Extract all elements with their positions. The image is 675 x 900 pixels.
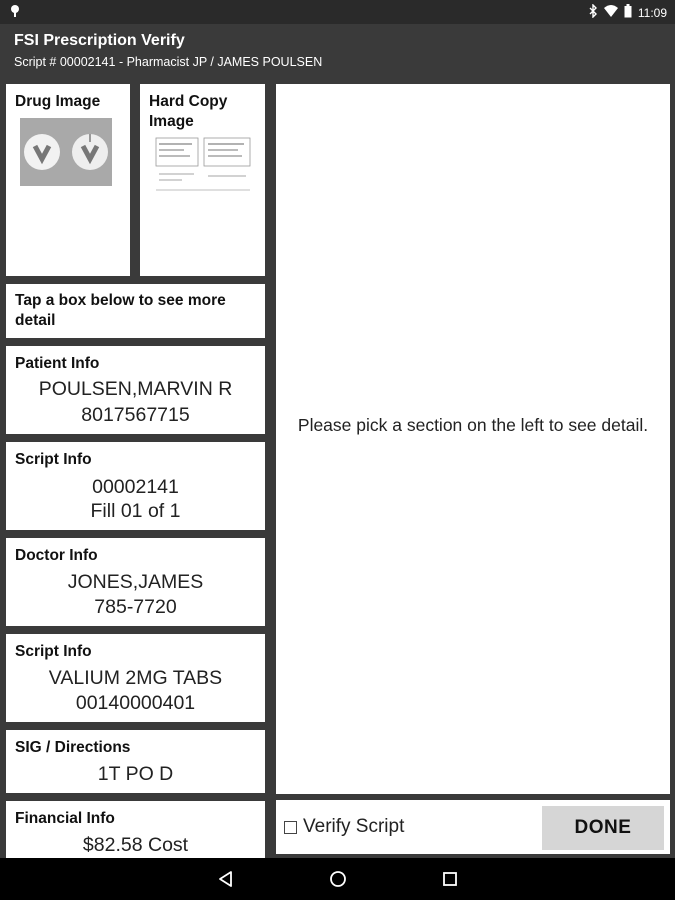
notification-icon (10, 4, 20, 23)
status-time: 11:09 (637, 5, 667, 20)
bluetooth-icon (589, 4, 598, 21)
drug-image-card[interactable] (6, 84, 130, 276)
wifi-icon (604, 5, 618, 20)
script-info-card[interactable] (6, 442, 265, 530)
hard-copy-label: Hard Copy Image (149, 93, 228, 130)
drug-image (20, 118, 112, 186)
battery-icon (624, 4, 632, 21)
financial-cost: $82.58 Cost (82, 834, 189, 856)
script-number: 00002141 (92, 476, 179, 498)
status-bar (0, 0, 675, 24)
patient-info-card[interactable] (6, 346, 265, 434)
drug-info-card[interactable] (6, 634, 265, 722)
financial-info-title: Financial Info (15, 810, 115, 827)
detail-panel (276, 84, 670, 794)
done-button[interactable]: DONE (542, 806, 664, 850)
hard-copy-image (154, 136, 254, 196)
back-icon[interactable] (216, 869, 236, 889)
script-info-title: Script Info (15, 451, 92, 468)
bottom-action-bar (276, 800, 670, 854)
patient-phone: 8017567715 (81, 404, 190, 426)
navigation-bar (0, 858, 675, 900)
doctor-phone: 785-7720 (94, 596, 177, 618)
patient-info-title: Patient Info (15, 355, 100, 372)
drug-info-title: Script Info (15, 643, 92, 660)
verify-script-label: Verify Script (303, 816, 405, 837)
drug-image-label: Drug Image (15, 93, 101, 110)
verify-script-toggle[interactable] (284, 816, 404, 838)
doctor-info-card[interactable] (6, 538, 265, 626)
app-title: FSI Prescription Verify (14, 32, 185, 49)
recents-icon[interactable] (440, 869, 460, 889)
doctor-name: JONES,JAMES (67, 571, 204, 593)
detail-placeholder-text: Please pick a section on the left to see detail. (297, 415, 649, 435)
instructions-text: Tap a box below to see more detail (15, 292, 226, 329)
sig-card[interactable] (6, 730, 265, 793)
app-subtitle: Script # 00002141 - Pharmacist JP / JAMES POULSEN (14, 55, 323, 69)
verify-checkbox[interactable] (284, 821, 297, 834)
home-icon[interactable] (328, 869, 348, 889)
hard-copy-card[interactable] (140, 84, 265, 276)
action-bar (0, 24, 675, 78)
sig-directions: 1T PO D (97, 763, 174, 785)
financial-info-card[interactable] (6, 801, 265, 858)
drug-ndc: 00140000401 (75, 692, 196, 714)
patient-name: POULSEN,MARVIN R (38, 378, 233, 400)
drug-name: VALIUM 2MG TABS (48, 667, 223, 689)
doctor-info-title: Doctor Info (15, 547, 98, 564)
sig-title: SIG / Directions (15, 739, 131, 756)
script-fill: Fill 01 of 1 (90, 500, 181, 522)
instructions-card (6, 284, 265, 338)
